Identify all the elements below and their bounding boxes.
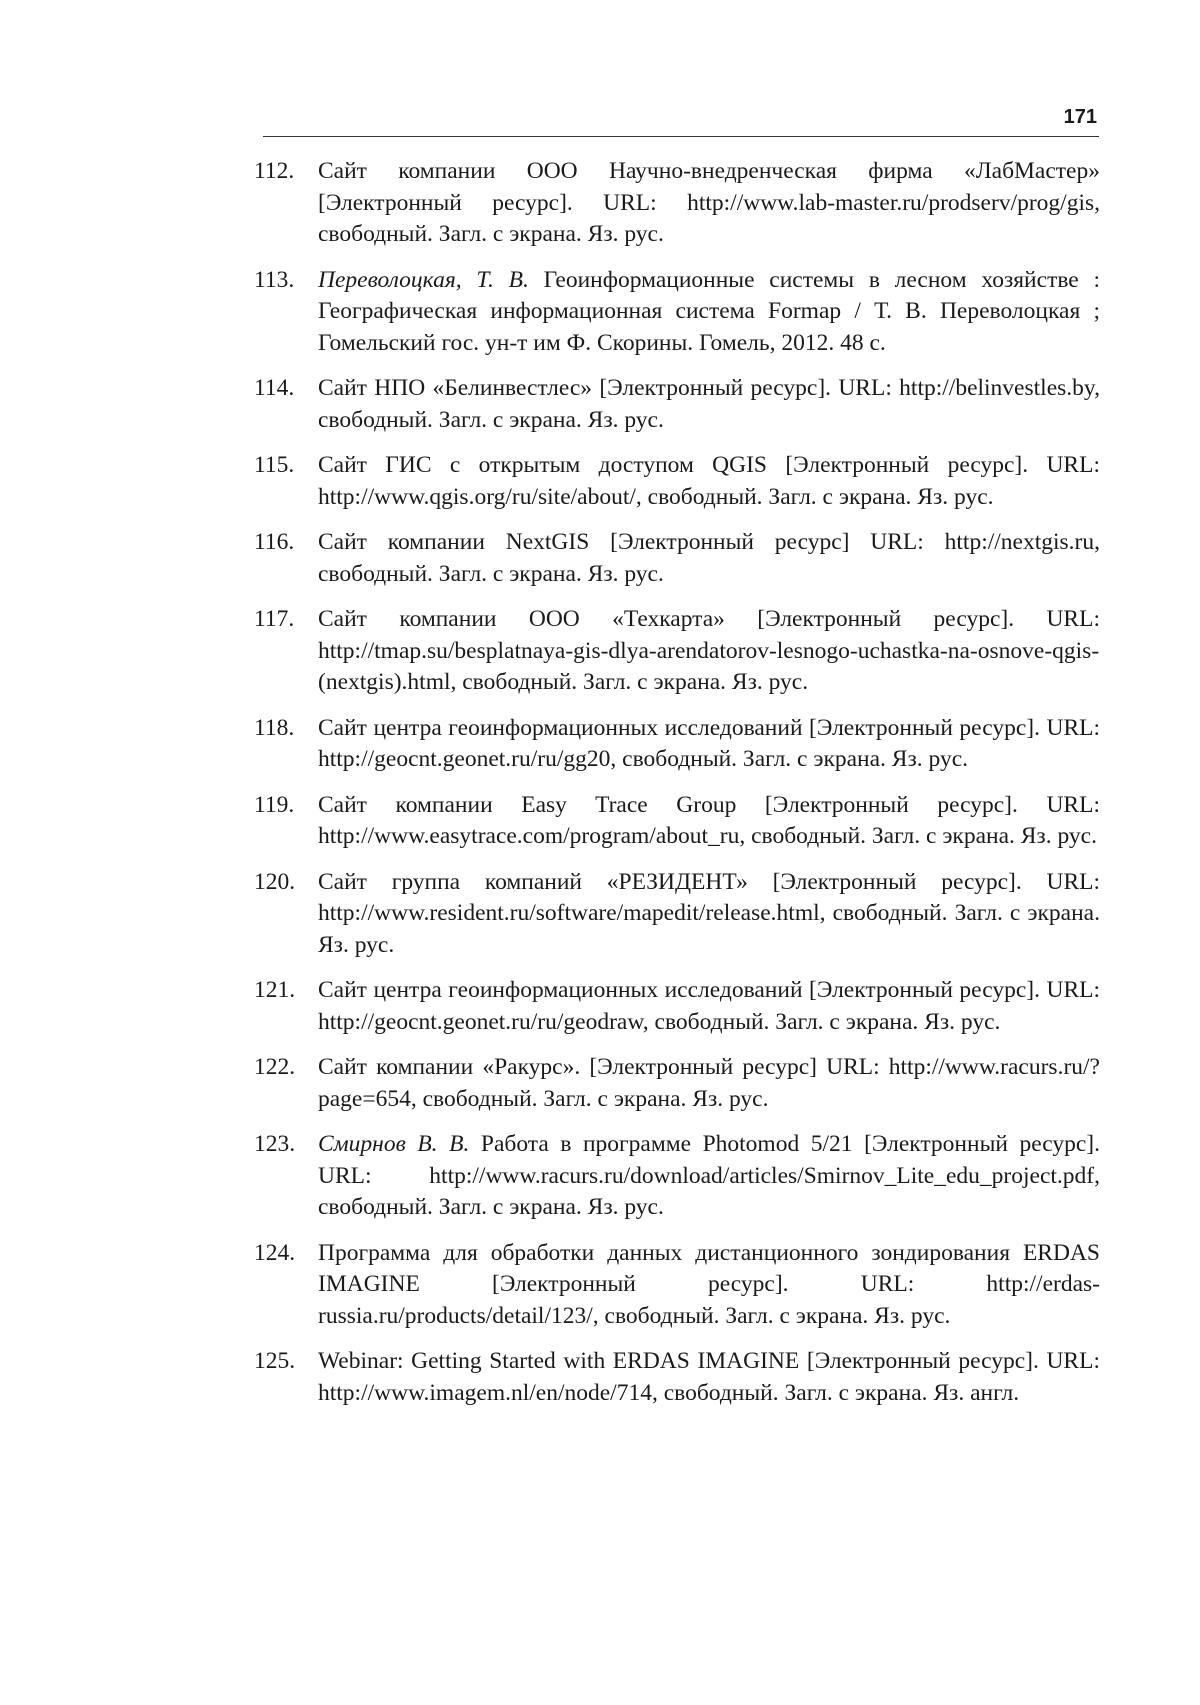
reference-number: 116. (254, 529, 295, 555)
reference-number: 123. (254, 1131, 296, 1157)
reference-number: 121. (254, 977, 296, 1003)
reference-author: Переволоцкая, Т. В. (318, 266, 529, 293)
page-number: 171 (1063, 106, 1097, 128)
reference-item (254, 265, 1100, 360)
reference-number: 117. (254, 606, 295, 632)
reference-item (254, 1129, 1100, 1224)
reference-text: Сайт компании ООО «Техкарта» [Электронный ресурс]. URL: http://tmap.su/besplatnaya-gis-dlya-arendatorov-lesnogo-uchastka-na-osnove-qgis-(nextgis).html, свободный. Загл. с экрана. Яз. рус. (318, 606, 1100, 695)
reference-text: Сайт ГИС с открытым доступом QGIS [Электронный ресурс]. URL: http://www.qgis.org/ru/site/about/, свободный. Загл. с экрана. Яз. рус. (318, 452, 1100, 510)
reference-text: Сайт центра геоинформационных исследований [Электронный ресурс]. URL: http://geocnt.geonet.ru/ru/gg20, свободный. Загл. с экрана. Яз. рус. (318, 714, 1100, 772)
reference-item (254, 604, 1100, 699)
reference-author: Смирнов В. В. (318, 1131, 470, 1157)
reference-text: Сайт центра геоинформационных исследований [Электронный ресурс]. URL: http://geocnt.geonet.ru/ru/geodraw, свободный. Загл. с экрана. Яз. рус. (318, 977, 1100, 1035)
reference-text: Работа в программе Photomod 5/21 [Электронный ресурс]. URL: http://www.racurs.ru/download/articles/Smirnov_Lite_edu_project.pdf, свободный. Загл. с экрана. Яз. рус. (318, 1131, 1101, 1220)
reference-number: 119. (254, 791, 295, 818)
reference-item (254, 527, 1100, 590)
reference-text: Геоинформационные системы в лесном хозяйстве : Географическая информационная система Formap / Т. В. Переволоцкая ; Гомельский гос. ун-т им Ф. Скорины. Гомель, 2012. 48 с. (318, 266, 1101, 356)
reference-number: 114. (254, 375, 295, 401)
reference-item (254, 1052, 1100, 1115)
reference-text: Сайт НПО «Белинвестлес» [Электронный ресурс]. URL: http://belinvestles.by, свободный. Загл. с экрана. Яз. рус. (318, 375, 1100, 433)
reference-text: Программа для обработки данных дистанционного зондирования ERDAS IMAGINE [Электронный ресурс]. URL: http://erdas-russia.ru/products/detail/123/, свободный. Загл. с экрана. Яз. рус. (318, 1239, 1100, 1329)
reference-item (254, 790, 1100, 853)
reference-item (254, 1346, 1100, 1409)
reference-item (254, 1238, 1100, 1333)
reference-number: 124. (254, 1239, 296, 1266)
reference-number: 122. (254, 1054, 296, 1080)
reference-number: 113. (254, 266, 295, 293)
reference-item (254, 450, 1100, 513)
reference-item (254, 867, 1100, 962)
reference-text: Сайт компании ООО Научно-внедренческая фирма «ЛабМастер» [Электронный ресурс]. URL: http://www.lab-master.ru/prodserv/prog/gis, свободный. Загл. с экрана. Яз. рус. (318, 158, 1100, 247)
reference-text: Сайт компании Easy Trace Group [Электронный ресурс]. URL: http://www.easytrace.com/program/about_ru, свободный. Загл. с экрана. Яз. рус. (318, 791, 1100, 849)
reference-number: 112. (254, 158, 295, 184)
page-header (263, 104, 1099, 137)
reference-text: Сайт группа компаний «РЕЗИДЕНТ» [Электронный ресурс]. URL: http://www.resident.ru/software/mapedit/release.html, свободный. Загл. с экрана. Яз. рус. (318, 868, 1100, 958)
reference-number: 125. (254, 1348, 296, 1374)
reference-number: 118. (254, 714, 295, 741)
reference-number: 120. (254, 868, 296, 895)
reference-number: 115. (254, 452, 295, 478)
reference-text: Сайт компании NextGIS [Электронный ресурс] URL: http://nextgis.ru, свободный. Загл. с экрана. Яз. рус. (318, 529, 1100, 587)
reference-item (254, 156, 1100, 251)
reference-list (254, 156, 1100, 1423)
reference-text: Сайт компании «Ракурс». [Электронный ресурс] URL: http://www.racurs.ru/?page=654, свободный. Загл. с экрана. Яз. рус. (318, 1054, 1100, 1112)
reference-text: Webinar: Getting Started with ERDAS IMAGINE [Электронный ресурс]. URL: http://www.imagem.nl/en/node/714, свободный. Загл. с экрана. Яз. англ. (318, 1348, 1100, 1406)
reference-item (254, 975, 1100, 1038)
reference-item (254, 713, 1100, 776)
reference-item (254, 373, 1100, 436)
